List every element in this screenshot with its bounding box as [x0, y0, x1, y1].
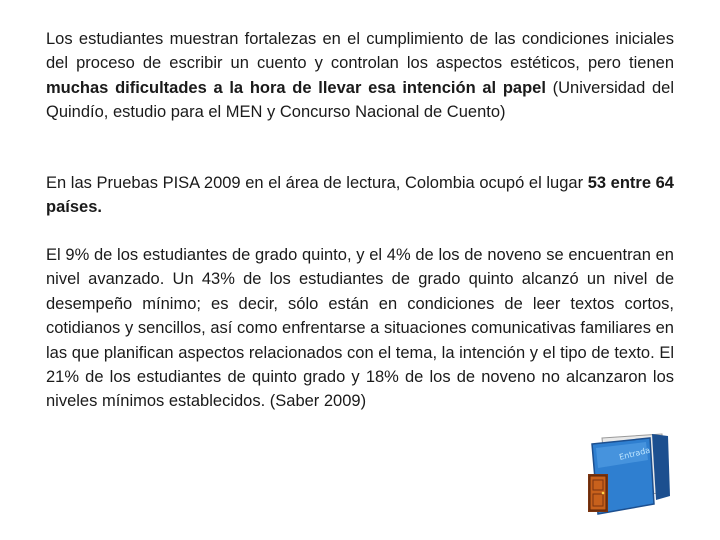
book-door-icon [582, 430, 672, 520]
paragraph-3-run-1: El 9% de los estudiantes de grado quinto, y el 4% de los de noveno se encuentran en nivel avanzado. Un 43% de los estudiantes de grado quinto alcanzó un nivel de desempeño mínimo; es decir, sólo están en condiciones de leer textos cortos, cotidianos y sencillos, así como enfrentarse a situaciones comunicativas familiares en las que planifican aspectos relacionados con el tema, la intención y el tipo de texto. El 21% de los estudiantes de quinto grado y 18% de los de noveno no alcanzaron los niveles mínimos establecidos. (Saber 2009) [46, 246, 674, 411]
paragraph-writing-strengths [46, 27, 674, 125]
paragraph-1-bold-run: muchas dificultades a la hora de llevar esa intención al papel [46, 78, 546, 97]
paragraph-2-run-1: En las Pruebas PISA 2009 en el área de lectura, Colombia ocupó el lugar [46, 174, 588, 192]
paragraph-1-run-3: (Universidad del Quindío, estudio para el MEN y Concurso Nacional de Cuento) [46, 78, 674, 122]
paragraph-pisa-results [46, 171, 674, 220]
paragraph-saber-results [46, 243, 674, 414]
door-knob [602, 492, 605, 495]
book-cover-label: Entrada [618, 445, 651, 462]
paragraph-2-bold-run: 53 entre 64 países. [46, 174, 674, 217]
paragraph-1-run-1: Los estudiantes muestran fortalezas en el cumplimiento de las condiciones iniciales del proceso de escribir un cuento y controlan los aspectos estéticos, pero tienen [46, 30, 674, 73]
